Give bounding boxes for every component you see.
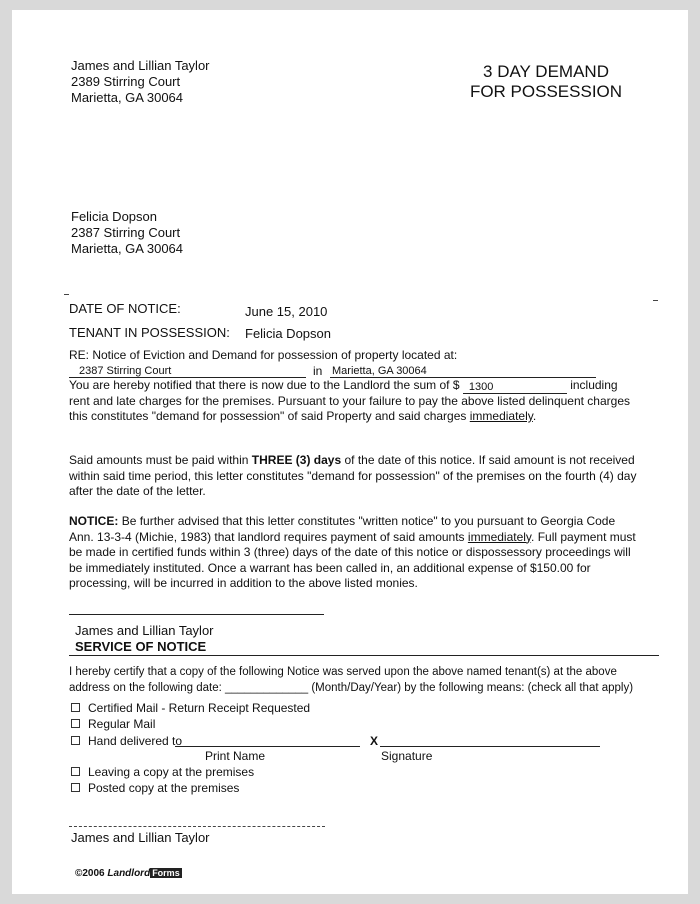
property-street: 2387 Stirring Court [79,365,172,377]
service-heading: SERVICE OF NOTICE [75,639,207,654]
paragraph-notice [69,514,639,592]
para3-emph: immediately [467,529,532,544]
tenant-address [71,209,183,257]
option-label: Regular Mail [88,717,156,731]
para3-bold: NOTICE: [69,514,119,528]
footer-brand: Landlord [107,868,151,879]
tenant-in-possession-value: Felicia Dopson [245,326,331,341]
option-leaving-copy[interactable] [71,765,254,780]
paragraph-amount-due [69,378,639,425]
title-line-1: 3 DAY DEMAND [483,62,609,81]
amount-rest: including rent and late charges for the premises. Pursuant to your failure to pay the above listed delinquent charges this constitutes "demand for possession" of said Property and said charges [69,378,630,423]
hand-delivered-name-line [175,746,360,747]
checkbox[interactable] [71,719,80,728]
service-divider [69,655,659,656]
footer-logo [75,868,182,879]
checkbox[interactable] [71,703,80,712]
option-label: Posted copy at the premises [88,781,240,795]
hand-delivered-signature-line [380,746,600,747]
title-line-2: FOR POSSESSION [469,82,623,101]
print-name-label: Print Name [205,749,266,763]
paragraph-three-days [69,453,639,500]
checkbox[interactable] [71,783,80,792]
property-in-word: in [313,364,323,378]
document-title [446,62,646,102]
date-of-notice-label: DATE OF NOTICE: [69,301,181,316]
checkbox[interactable] [71,736,80,745]
server-signature-line [69,826,325,827]
signature-label: Signature [381,749,433,763]
para2-b: of the date of this notice. If said amount is not received within said time period, this letter constitutes "demand for possession" of the premises on the fourth (4) day after the date of the letter. [69,453,637,498]
checkbox[interactable] [71,767,80,776]
tenant-in-possession-label: TENANT IN POSSESSION: [69,325,230,340]
option-certified-mail[interactable] [71,701,310,716]
para3-a: Be further advised that this letter constitutes "written notice" to you pursuant to Georgia Code Ann. 13-3-4 (Michie, 1983) that landlord requires payment of said amounts [69,514,616,544]
para2-a: Said amounts must be paid within [69,453,249,467]
amount-end: . [532,409,537,423]
option-posted-copy[interactable] [71,781,239,796]
tenant-name: Felicia Dopson [71,209,157,224]
landlord-signature-line [69,614,324,615]
option-label: Certified Mail - Return Receipt Requested [88,701,311,715]
landlord-city: Marietta, GA 30064 [71,90,184,105]
tenant-street: 2387 Stirring Court [71,225,181,240]
landlord-street: 2389 Stirring Court [71,74,181,89]
landlord-address [71,58,210,106]
para2-bold: THREE (3) days [251,453,342,467]
landlord-signature-name: James and Lillian Taylor [75,623,214,638]
option-label: Hand delivered to [88,734,183,748]
corner-mark-right [653,300,658,301]
server-signature-name: James and Lillian Taylor [71,830,210,845]
document-page [12,10,688,894]
option-label: Leaving a copy at the premises [88,765,255,779]
date-of-notice-value: June 15, 2010 [245,304,328,319]
tenant-city: Marietta, GA 30064 [71,241,184,256]
footer-forms: Forms [152,868,180,878]
corner-mark-left [64,294,69,295]
re-line: RE: Notice of Eviction and Demand for possession of property located at: [69,348,458,362]
amount-prefix: You are hereby notified that there is now due to the Landlord the sum of $ [69,378,460,392]
amount-value: 1300 [463,381,567,394]
service-certify: I hereby certify that a copy of the following Notice was served upon the above named tenant(s) at the above address on the following date: _____________ (Month/Day/Year) by the following means: (check all that apply) [69,666,634,694]
property-city: Marietta, GA 30064 [332,365,427,377]
signature-x-mark: X [370,734,379,748]
option-regular-mail[interactable] [71,717,155,732]
option-hand-delivered[interactable] [71,734,182,749]
amount-emph: immediately [469,409,533,423]
landlord-name: James and Lillian Taylor [71,58,210,73]
footer-copyright: ©2006 [75,868,105,879]
para3-b: . Full payment must be made in certified funds within 3 (three) days of the date of this notice or dispossessory proceedings will be immediately instituted. Once a warrant has been called in, an additional expense of $150.00 for processing, will be incurred in addition to the above listed monies. [69,529,636,590]
